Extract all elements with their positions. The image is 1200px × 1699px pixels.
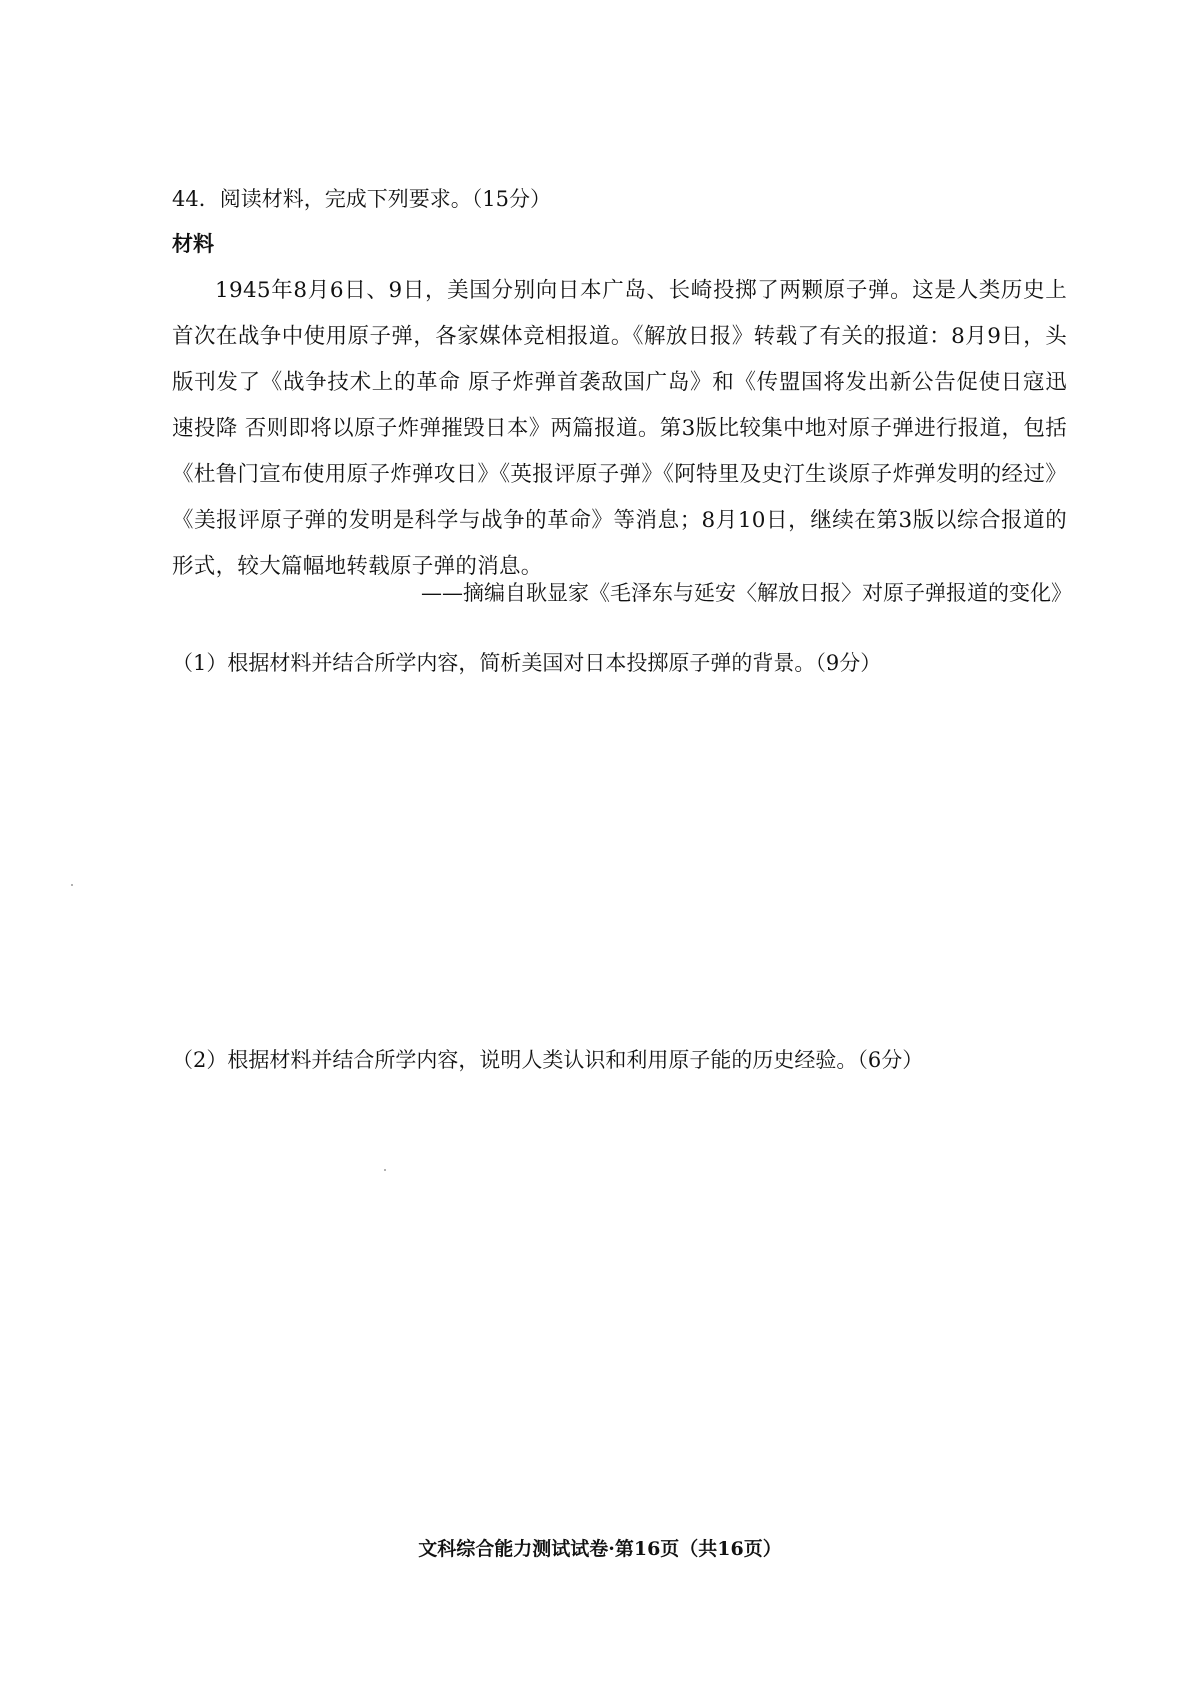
sub-question-2: （2）根据材料并结合所学内容，说明人类认识和利用原子能的历史经验。（6分） [172, 1048, 924, 1072]
material-label: 材料 [172, 231, 214, 256]
material-text: 1945年8月6日、9日，美国分别向日本广岛、长崎投掷了两颗原子弹。这是人类历史上首次在战争中使用原子弹，各家媒体竞相报道。《解放日报》转载了有关的报道：8月9日，头版刊发了《战争技术上的革命 原子炸弹首袭敌国广岛》和《传盟国将发出新公告促使日寇迅速投降 否则即将以原子炸弹摧毁日本》两篇报道。第3版比较集中地对原子弹进行报道，包括《杜鲁门宣布使用原子炸弹攻日》《英报评原子弹》《阿特里及史汀生谈原子炸弹发明的经过》《美报评原子弹的发明是科学与战争的革命》等消息；8月10日，继续在第3版以综合报道的形式，较大篇幅地转载原子弹的消息。 [172, 278, 1067, 579]
question-title: 44．阅读材料，完成下列要求。（15分） [172, 187, 551, 211]
scan-speck [71, 884, 73, 886]
page-footer: 文科综合能力测试试卷·第16页（共16页） [418, 1538, 782, 1560]
material-source: ——摘编自耿显家《毛泽东与延安〈解放日报〉对原子弹报道的变化》 [421, 581, 1072, 605]
answer-area-2[interactable] [172, 1090, 1067, 1510]
scan-speck [384, 1169, 386, 1171]
sub-question-1: （1）根据材料并结合所学内容，简析美国对日本投掷原子弹的背景。（9分） [172, 651, 882, 675]
answer-area-1[interactable] [172, 690, 1067, 1020]
